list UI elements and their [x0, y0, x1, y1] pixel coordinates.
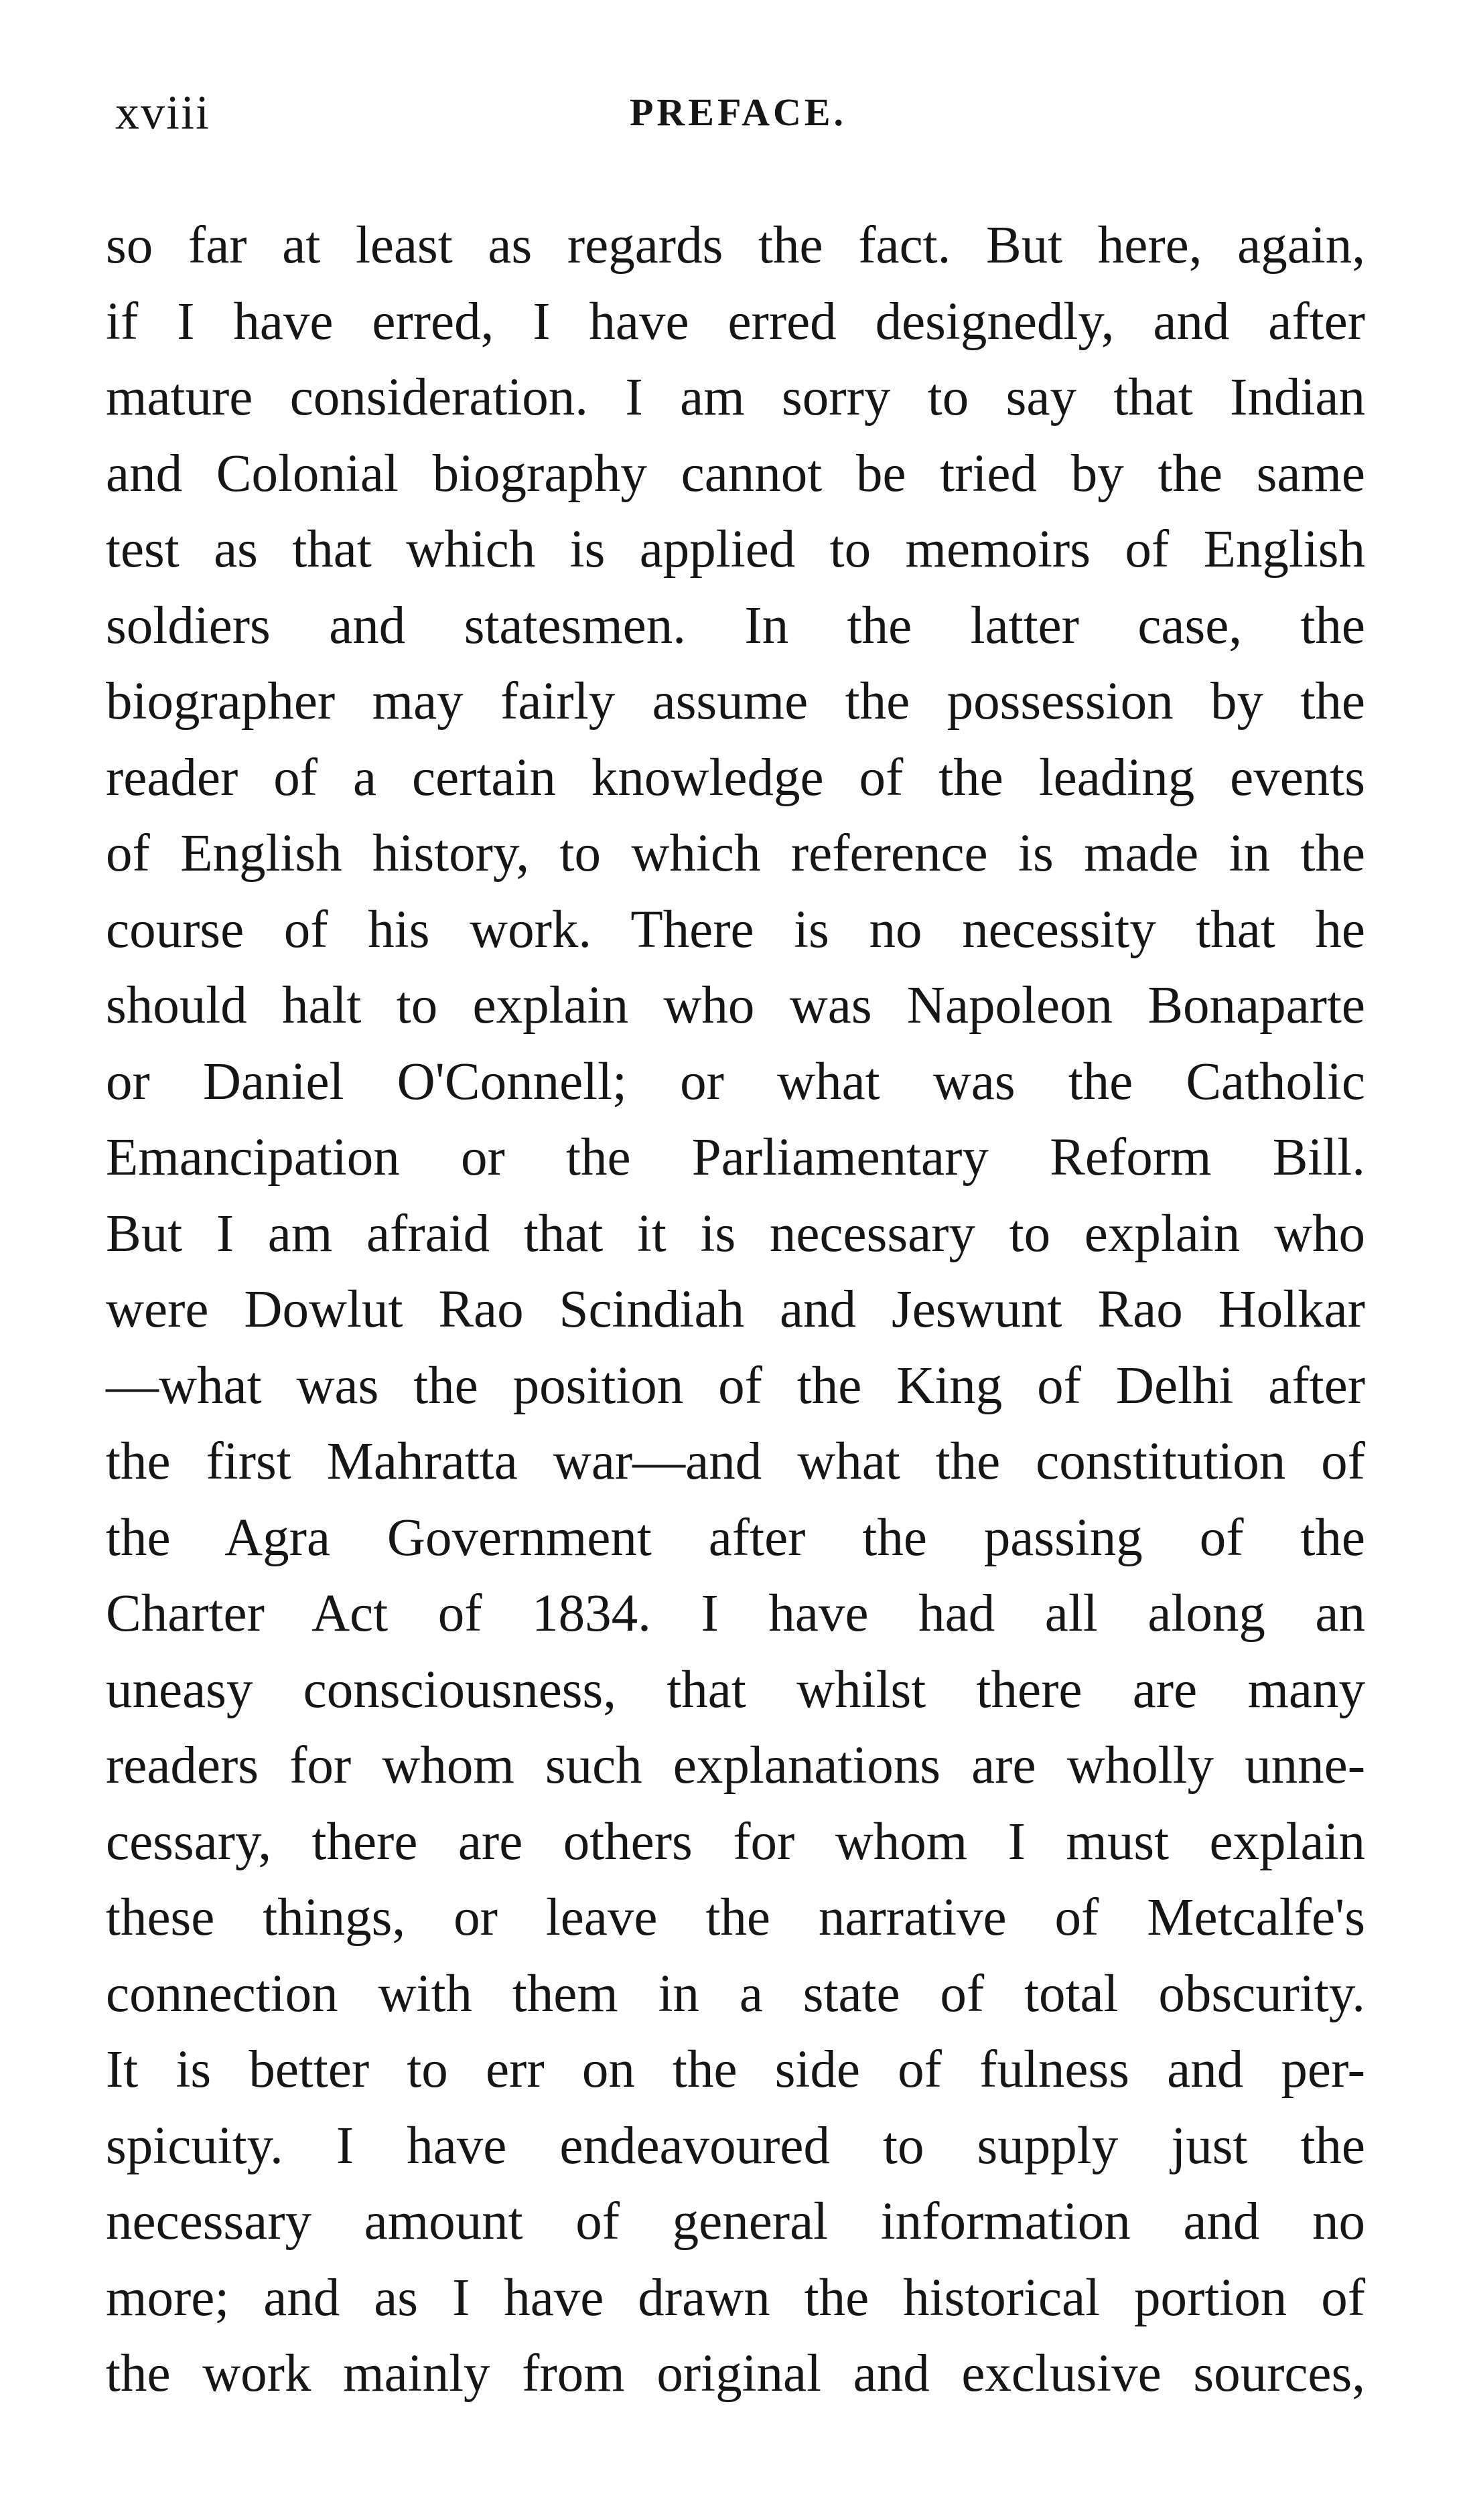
text-line: the first Mahratta war—and what the constitution of — [106, 1432, 1365, 1491]
running-head: PREFACE. — [629, 90, 847, 134]
text-line: if I have erred, I have erred designedly, and after — [106, 292, 1365, 351]
text-line: Charter Act of 1834. I have had all along an — [106, 1584, 1365, 1643]
text-line: should halt to explain who was Napoleon Bonaparte — [106, 976, 1365, 1035]
text-line: reader of a certain knowledge of the leading events — [106, 748, 1365, 807]
text-line: connection with them in a state of total obscurity. — [106, 1964, 1365, 2023]
text-line: of English history, to which reference is made in the — [106, 824, 1365, 883]
text-line: were Dowlut Rao Scindiah and Jeswunt Rao Holkar — [106, 1280, 1365, 1339]
text-line: It is better to err on the side of fulness and per- — [106, 2041, 1365, 2099]
text-line: biographer may fairly assume the possession by the — [106, 672, 1365, 731]
text-line: these things, or leave the narrative of Metcalfe's — [106, 1888, 1365, 1947]
text-line: the work mainly from original and exclusive sources, — [106, 2345, 1365, 2403]
text-line: so far at least as regards the fact. But here, again, — [106, 216, 1365, 275]
text-line: But I am afraid that it is necessary to explain who — [106, 1204, 1365, 1263]
text-line: —what was the position of the King of Delhi after — [106, 1356, 1365, 1415]
text-line: the Agra Government after the passing of the — [106, 1508, 1365, 1567]
text-line: test as that which is applied to memoirs of English — [106, 520, 1365, 579]
text-line: mature consideration. I am sorry to say that Indian — [106, 368, 1365, 427]
text-line: and Colonial biography cannot be tried by the same — [106, 444, 1365, 503]
page-number: xviii — [115, 86, 211, 139]
page-header — [115, 79, 1361, 159]
text-line: more; and as I have drawn the historical portion of — [106, 2268, 1365, 2327]
text-line: necessary amount of general information and no — [106, 2193, 1365, 2251]
text-line: course of his work. There is no necessity that he — [106, 900, 1365, 959]
text-line: readers for whom such explanations are wholly unne- — [106, 1736, 1365, 1795]
text-line: soldiers and statesmen. In the latter case, the — [106, 596, 1365, 655]
body-text — [106, 208, 1365, 2412]
text-line: spicuity. I have endeavoured to supply just the — [106, 2116, 1365, 2175]
text-line: Emancipation or the Parliamentary Reform Bill. — [106, 1128, 1365, 1187]
text-line: uneasy consciousness, that whilst there are many — [106, 1660, 1365, 1719]
text-line: cessary, there are others for whom I must explain — [106, 1812, 1365, 1871]
text-line: or Daniel O'Connell; or what was the Catholic — [106, 1052, 1365, 1111]
